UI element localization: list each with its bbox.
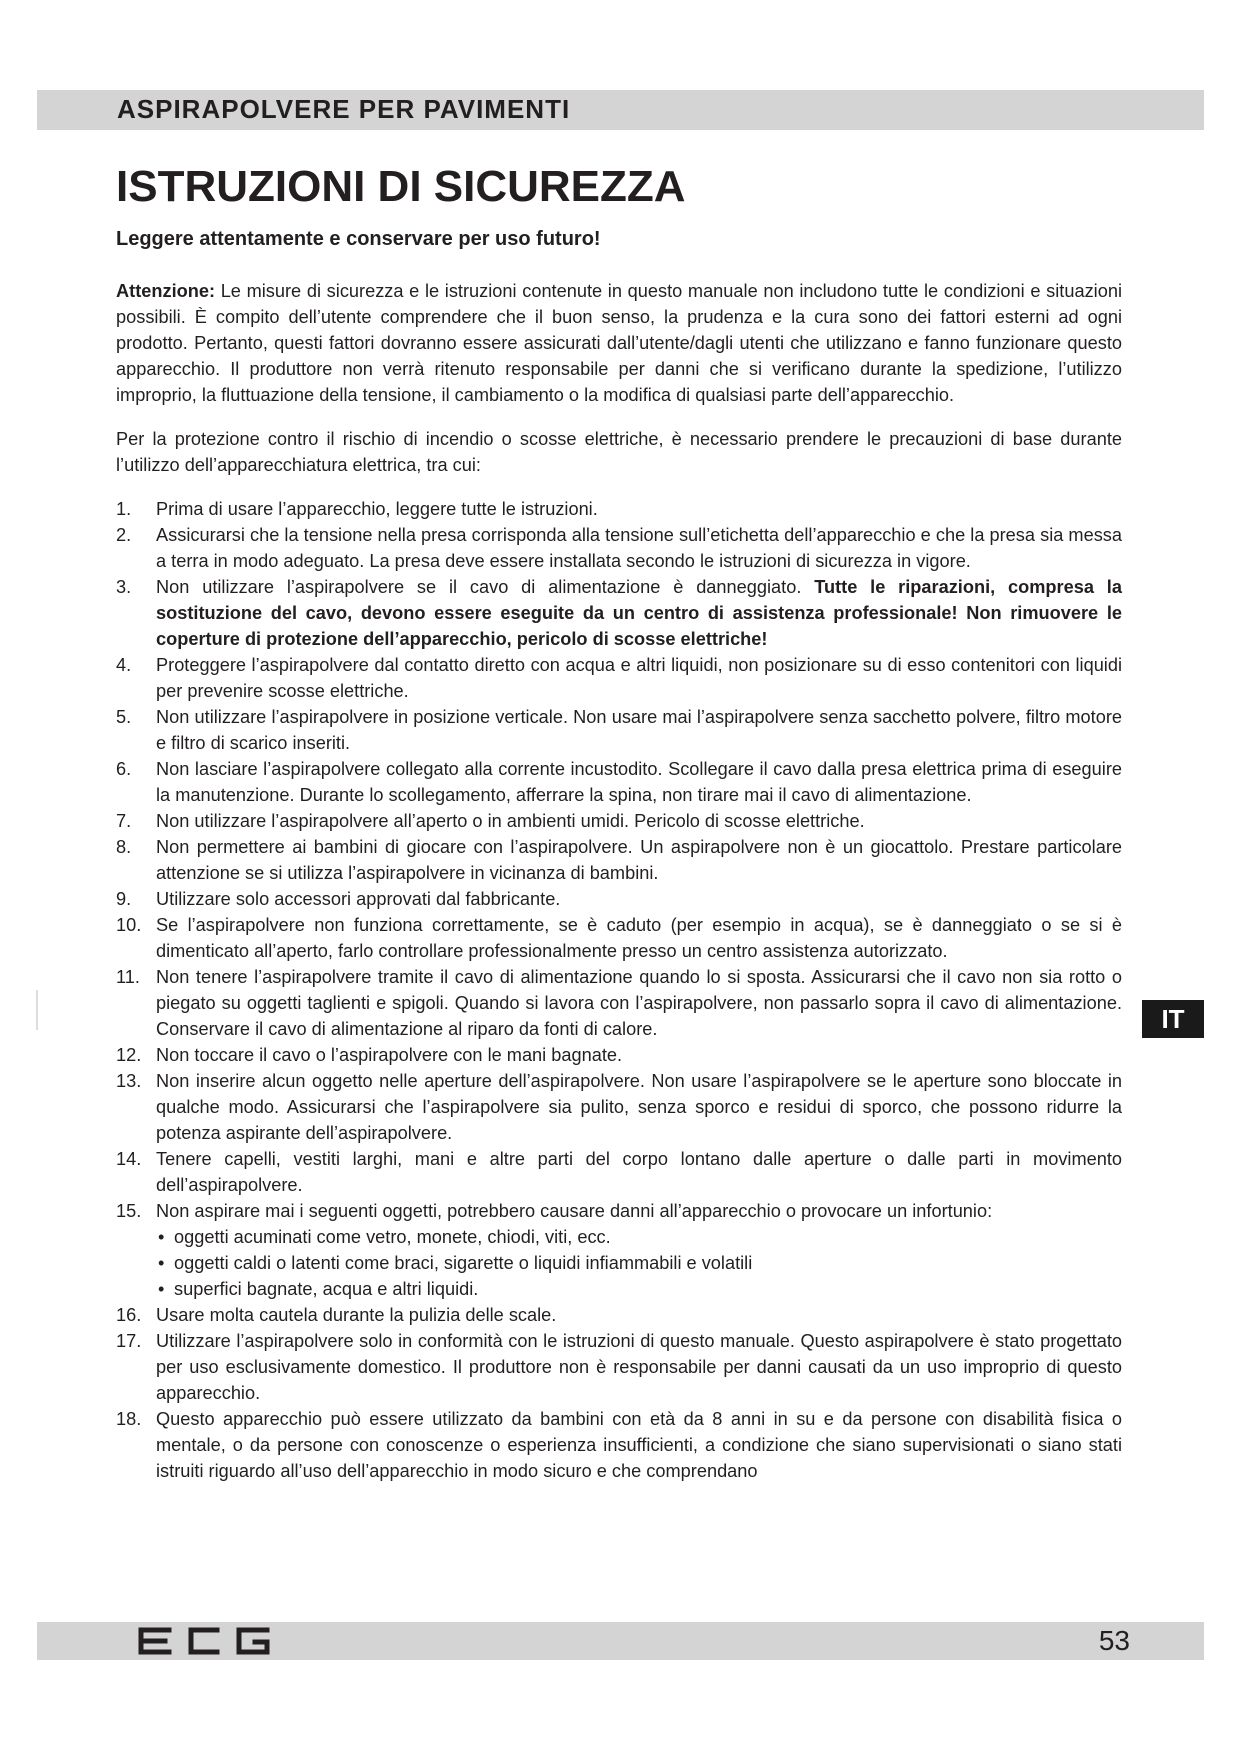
list-item <box>116 1406 1122 1484</box>
header-bar <box>37 90 1204 130</box>
bullet-icon: • <box>158 1253 165 1273</box>
list-item <box>116 1042 1122 1068</box>
list-item <box>116 834 1122 886</box>
item-number: 15. <box>116 1201 142 1221</box>
item-number: 8. <box>116 837 132 857</box>
bullet-icon: • <box>158 1279 165 1299</box>
list-item <box>116 704 1122 756</box>
ecg-logo <box>133 1625 283 1657</box>
sub-item-text: oggetti caldi o latenti come braci, sigarette o liquidi infiammabili e volatili <box>174 1253 753 1273</box>
margin-divider <box>36 990 38 1030</box>
item-text: Non utilizzare l’aspirapolvere all’aperto o in ambienti umidi. Pericolo di scosse elettriche. <box>156 811 865 831</box>
item-text: Non tenere l’aspirapolvere tramite il cavo di alimentazione quando lo si sposta. Assicurarsi che il cavo non sia rotto o piegato su oggetti taglienti e spigoli. Quando si lavora con l’aspirapolvere, non passarlo sopra il cavo di alimentazione. Conservare il cavo di alimentazione al riparo da fonti di calore. <box>156 967 1122 1039</box>
item-text: Non aspirare mai i seguenti oggetti, potrebbero causare danni all’apparecchio o provocare un infortunio: <box>156 1201 993 1221</box>
list-item <box>116 652 1122 704</box>
list-item <box>116 964 1122 1042</box>
sub-item-text: oggetti acuminati come vetro, monete, chiodi, viti, ecc. <box>174 1227 611 1247</box>
list-item <box>116 1198 1122 1302</box>
item-text: Non inserire alcun oggetto nelle aperture dell’aspirapolvere. Non usare l’aspirapolvere se le aperture sono bloccate in qualche modo. Assicurarsi che l’aspirapolvere sia pulito, senza sporco e residui di sporco, che possono ridurre la potenza aspirante dell’aspirapolvere. <box>156 1071 1122 1143</box>
item-text: Usare molta cautela durante la pulizia delle scale. <box>156 1305 557 1325</box>
list-item <box>116 1146 1122 1198</box>
language-tab: IT <box>1142 1000 1204 1038</box>
item-number: 12. <box>116 1045 142 1065</box>
item-text: Non permettere ai bambini di giocare con l’aspirapolvere. Un aspirapolvere non è un giocattolo. Prestare particolare attenzione se si utilizza l’aspirapolvere in vicinanza di bambini. <box>156 837 1122 883</box>
item-text: Non utilizzare l’aspirapolvere se il cavo di alimentazione è danneggiato. <box>156 577 815 597</box>
list-item <box>116 756 1122 808</box>
list-item <box>116 574 1122 652</box>
item-number: 3. <box>116 577 132 597</box>
item-text: Prima di usare l’apparecchio, leggere tutte le istruzioni. <box>156 499 598 519</box>
item-number: 7. <box>116 811 132 831</box>
list-item <box>116 496 1122 522</box>
item-number: 18. <box>116 1409 142 1429</box>
item-text: Proteggere l’aspirapolvere dal contatto diretto con acqua e altri liquidi, non posizionare su di esso contenitori con liquidi per prevenire scosse elettriche. <box>156 655 1122 701</box>
item-number: 2. <box>116 525 132 545</box>
list-item <box>116 1068 1122 1146</box>
page-subtitle: Leggere attentamente e conservare per uso futuro! <box>116 228 601 250</box>
list-item <box>116 1302 1122 1328</box>
item-number: 10. <box>116 915 142 935</box>
document-body <box>116 278 1122 1484</box>
sub-list-item <box>156 1250 1122 1276</box>
page-number: 53 <box>1098 1625 1130 1656</box>
item-number: 6. <box>116 759 132 779</box>
item-text: Non lasciare l’aspirapolvere collegato alla corrente incustodito. Scollegare il cavo dalla presa elettrica prima di eseguire la manutenzione. Durante lo scollegamento, afferrare la spina, non tirare mai il cavo di alimentazione. <box>156 759 1122 805</box>
item-text: Assicurarsi che la tensione nella presa corrisponda alla tensione sull’etichetta dell’apparecchio e che la presa sia messa a terra in modo adeguato. La presa deve essere installata secondo le istruzioni di sicurezza in vigore. <box>156 525 1122 571</box>
intro-paragraph: Per la protezione contro il rischio di incendio o scosse elettriche, è necessario prendere le precauzioni di base durante l’utilizzo dell’apparecchiatura elettrica, tra cui: <box>116 429 1122 475</box>
item-number: 1. <box>116 499 132 519</box>
list-item <box>116 912 1122 964</box>
item-number: 17. <box>116 1331 142 1351</box>
sub-list <box>156 1224 1122 1302</box>
sub-list-item <box>156 1276 1122 1302</box>
item-number: 11. <box>116 967 140 987</box>
bullet-icon: • <box>158 1227 165 1247</box>
warning-label: Attenzione: <box>116 281 216 301</box>
item-text: Tenere capelli, vestiti larghi, mani e altre parti del corpo lontano dalle aperture o dalle parti in movimento dell’aspirapolvere. <box>156 1149 1122 1195</box>
list-item <box>116 886 1122 912</box>
item-number: 13. <box>116 1071 142 1091</box>
item-bold-text: Tutte le riparazioni, compresa la sostituzione del cavo, devono essere eseguite da un centro di assistenza professionale! Non rimuovere le coperture di protezione dell’apparecchio, pericolo di scosse elettriche! <box>156 577 1122 649</box>
header-title: ASPIRAPOLVERE PER PAVIMENTI <box>117 94 571 124</box>
page-title: ISTRUZIONI DI SICUREZZA <box>116 162 686 211</box>
item-text: Utilizzare solo accessori approvati dal fabbricante. <box>156 889 561 909</box>
item-text: Se l’aspirapolvere non funziona correttamente, se è caduto (per esempio in acqua), se è danneggiato o se si è dimenticato all’aperto, farlo controllare professionalmente presso un centro assistenza autorizzato. <box>156 915 1122 961</box>
item-text: Utilizzare l’aspirapolvere solo in conformità con le istruzioni di questo manuale. Questo aspirapolvere è stato progettato per uso esclusivamente domestico. Il produttore non è responsabile per danni causati da un uso improprio di questo apparecchio. <box>156 1331 1122 1403</box>
warning-text: Le misure di sicurezza e le istruzioni contenute in questo manuale non includono tutte le condizioni e situazioni possibili. È compito dell’utente comprendere che il buon senso, la prudenza e la cura sono dei fattori esterni ad ogni prodotto. Pertanto, questi fattori dovranno essere assicurati dall’utente/dagli utenti che utilizzano e fanno funzionare questo apparecchio. Il produttore non verrà ritenuto responsabile per danni che si verificano durante la spedizione, l’utilizzo improprio, la fluttuazione della tensione, il cambiamento o la modifica di qualsiasi parte dell’apparecchio. <box>116 281 1122 405</box>
item-number: 14. <box>116 1149 142 1169</box>
warning-paragraph <box>116 278 1122 408</box>
item-number: 5. <box>116 707 132 727</box>
list-item <box>116 522 1122 574</box>
safety-rules-list <box>116 496 1122 1484</box>
item-number: 4. <box>116 655 132 675</box>
item-text: Questo apparecchio può essere utilizzato da bambini con età da 8 anni in su e da persone con disabilità fisica o mentale, o da persone con conoscenze o esperienza insufficienti, a condizione che siano supervisionati o siano stati istruiti riguardo all’uso dell’apparecchio in modo sicuro e che comprendano <box>156 1409 1122 1481</box>
item-text: Non utilizzare l’aspirapolvere in posizione verticale. Non usare mai l’aspirapolvere senza sacchetto polvere, filtro motore e filtro di scarico inseriti. <box>156 707 1122 753</box>
item-text: Non toccare il cavo o l’aspirapolvere con le mani bagnate. <box>156 1045 623 1065</box>
item-number: 9. <box>116 889 132 909</box>
sub-item-text: superfici bagnate, acqua e altri liquidi. <box>174 1279 479 1299</box>
footer-bar <box>37 1622 1204 1660</box>
sub-list-item <box>156 1224 1122 1250</box>
list-item <box>116 1328 1122 1406</box>
list-item <box>116 808 1122 834</box>
item-number: 16. <box>116 1305 142 1325</box>
